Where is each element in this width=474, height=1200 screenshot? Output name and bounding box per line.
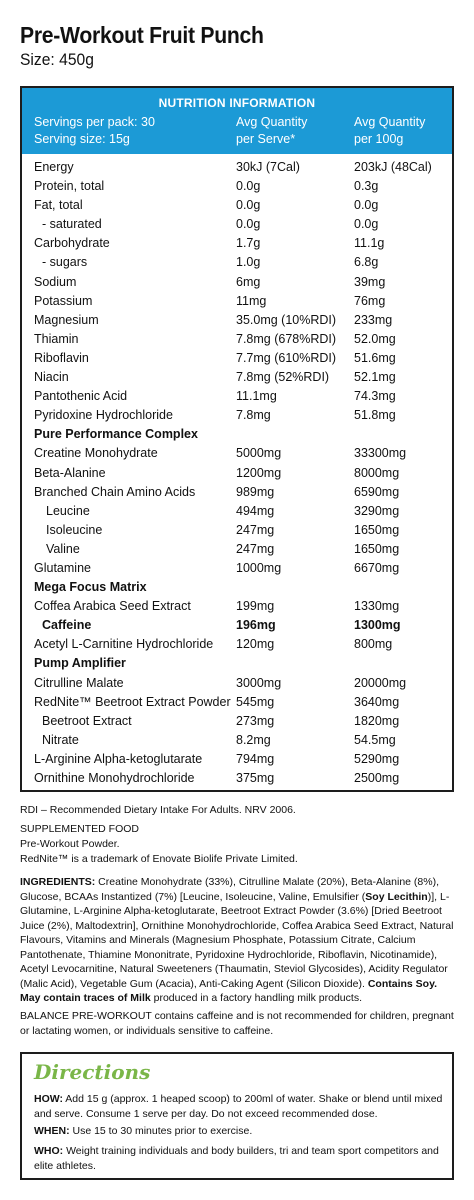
directions-box [20, 1052, 454, 1180]
servings-per-pack: Servings per pack: 30 [34, 115, 155, 129]
nutrient-name: Sodium [34, 274, 77, 289]
nutrient-per-serve: 120mg [236, 637, 275, 652]
nutrient-per-100g: 233mg [354, 312, 393, 327]
nutrient-per-serve: 375mg [236, 771, 275, 785]
nutrient-name: Pantothenic Acid [34, 389, 128, 404]
nutrient-per-100g: 52.0mg [354, 331, 396, 346]
ingredients-soy: Soy Lecithin [365, 890, 428, 903]
nutrient-per-100g: 0.0g [354, 217, 379, 232]
nutrient-row [22, 273, 452, 292]
nutrient-name: Citrulline Malate [34, 675, 124, 690]
nutrient-per-serve: 30kJ (7Cal) [236, 160, 300, 174]
nutrient-per-serve: 989mg [236, 484, 275, 499]
nutrient-row [22, 712, 452, 731]
nutrient-per-100g: 2500mg [354, 771, 400, 785]
nutrient-name: L-Arginine Alpha-ketoglutarate [34, 751, 203, 766]
nutrient-row [22, 521, 452, 540]
nutrient-name: Leucine [46, 503, 90, 518]
section-heading [22, 425, 452, 444]
supplemented-food: SUPPLEMENTED FOOD [20, 823, 140, 835]
section-heading [22, 578, 452, 597]
ingredients-text-a: Creatine Monohydrate (33%), Citrulline Malate (20%), Beta-Alanine (8%), Glucose, BCAAs Instantized (7%) [Leucine, Isoleucine, Valine, Emulsifier ( [20, 876, 440, 903]
nutrient-row [22, 483, 452, 502]
nutrient-row [22, 196, 452, 215]
nutrient-per-serve: 196mg [236, 618, 276, 633]
nutrient-per-100g: 1820mg [354, 713, 400, 728]
nutrient-per-serve: 8.2mg [236, 732, 271, 747]
nutrient-per-serve: 247mg [236, 541, 275, 556]
nutrient-name: Energy [34, 160, 74, 174]
nutrient-row [22, 387, 452, 406]
ingredients-label: INGREDIENTS: [20, 876, 96, 888]
nutrient-per-serve: 7.7mg (610%RDI) [236, 350, 337, 365]
ingredients-text-b: )], L-Glutamine, L-Arginine Alpha-ketoglutarate, Beetroot Extract Powder (3.6%) [Dried Beetroot Juice (2%), Maltodextrin], Ornithine Monohydrochloride, Coffea Arabica Seed Extract, Natural Flavours, Vitamins and Minerals (Magnesium Phosphate, Potassium Citrate, Calcium Pantothenate, Thiamine Mononitrate, Pyridoxine Hydrochloride, Riboflavin, Nicotinamide), Acetyl Levocarnitine, Natural Sweeteners (Thaumatin, Steviol Glycosides), Acidity Regulator (Malic Acid), Vegetable Gum (Acacia), Anti-Caking Agent (Silicon Dioxide). [20, 890, 454, 990]
nutrient-row [22, 731, 452, 750]
nutrient-per-100g: 39mg [354, 274, 386, 289]
nutrient-row [22, 635, 452, 654]
trademark-note: RedNite™ is a trademark of Enovate Biolife Private Limited. [20, 853, 298, 865]
nutrient-per-100g: 3640mg [354, 694, 400, 709]
nutrient-per-serve: 11mg [236, 293, 267, 308]
nutrient-per-100g: 0.0g [354, 198, 379, 213]
nutrient-per-serve: 7.8mg [236, 408, 271, 423]
nutrient-name: Beetroot Extract [42, 713, 132, 728]
nutrient-name: Magnesium [34, 312, 99, 327]
nutrient-name: Coffea Arabica Seed Extract [34, 599, 191, 614]
nutrient-per-serve: 794mg [236, 751, 275, 766]
who-label: WHO: [34, 1145, 64, 1157]
nutrient-row [22, 253, 452, 272]
how-text: Add 15 g (approx. 1 heaped scoop) to 200ml of water. Shake or blend until mixed and serve. Consume 1 serve per day. Do not exceed recommended dose. [34, 1093, 443, 1120]
nutrient-per-serve: 0.0g [236, 217, 261, 232]
nutrient-row [22, 177, 452, 196]
nutrient-per-100g: 3290mg [354, 503, 400, 518]
nutrient-per-100g: 52.1mg [354, 370, 396, 385]
nutrient-per-100g: 74.3mg [354, 389, 396, 404]
col-100g-line2: per 100g [354, 132, 404, 146]
nutrient-row [22, 349, 452, 368]
nutrient-per-serve: 5000mg [236, 446, 282, 461]
nutrient-name: Isoleucine [46, 522, 103, 537]
nutrient-name: - sugars [42, 255, 88, 270]
directions-title: Directions [34, 1060, 151, 1084]
nutrient-per-100g: 203kJ (48Cal) [354, 160, 432, 174]
nutrient-per-100g: 1650mg [354, 522, 400, 537]
nutrient-per-serve: 7.8mg (52%RDI) [236, 370, 330, 385]
nutrient-name: Pyridoxine Hydrochloride [34, 408, 173, 423]
nutrient-per-100g: 1300mg [354, 618, 401, 633]
nutrient-per-serve: 273mg [236, 713, 275, 728]
nutrient-per-100g: 800mg [354, 637, 393, 652]
nutrient-name: - saturated [42, 217, 102, 232]
nutrient-row [22, 158, 452, 177]
who-text: Weight training individuals and body builders, tri and team sport competitors and elite athletes. [34, 1145, 439, 1172]
directions-when [34, 1124, 444, 1139]
powder-note: Pre-Workout Powder. [20, 838, 120, 850]
nutrient-name: Fat, total [34, 198, 83, 213]
nutrient-row [22, 368, 452, 387]
nutrient-per-serve: 1.7g [236, 236, 261, 251]
nutrient-row [22, 330, 452, 349]
nutrient-per-100g: 54.5mg [354, 732, 396, 747]
nutrient-per-100g: 51.8mg [354, 408, 396, 423]
nutrient-row [22, 406, 452, 425]
nutrient-row [22, 769, 452, 788]
nutrient-name: Beta-Alanine [34, 465, 106, 480]
nutrient-per-100g: 0.3g [354, 179, 379, 194]
section-heading [22, 654, 452, 673]
nutrient-per-serve: 0.0g [236, 198, 261, 213]
nutrient-name: Riboflavin [34, 350, 89, 365]
nutrient-per-100g: 8000mg [354, 465, 400, 480]
nutrient-per-serve: 0.0g [236, 179, 261, 194]
nutrient-per-100g: 6.8g [354, 255, 379, 270]
nutrient-row [22, 292, 452, 311]
nutrient-per-100g: 51.6mg [354, 350, 396, 365]
nutrient-row [22, 444, 452, 463]
nutrient-row [22, 464, 452, 483]
directions-who [34, 1144, 444, 1174]
when-text: Use 15 to 30 minutes prior to exercise. [69, 1125, 253, 1137]
nutrient-per-100g: 6670mg [354, 560, 400, 575]
nutrient-name: Carbohydrate [34, 236, 110, 251]
nutrient-name: Niacin [34, 370, 69, 385]
nutrient-name: Thiamin [34, 331, 79, 346]
nutrient-per-serve: 247mg [236, 522, 275, 537]
nutrient-name: Branched Chain Amino Acids [34, 484, 196, 499]
nutrient-name: Creatine Monohydrate [34, 446, 158, 461]
nutrient-row [22, 616, 452, 635]
nutrient-row [22, 750, 452, 769]
nutrient-row [22, 311, 452, 330]
nutrient-per-serve: 6mg [236, 274, 261, 289]
nutrient-row [22, 597, 452, 616]
nutrient-per-100g: 20000mg [354, 675, 407, 690]
nutrient-per-serve: 1200mg [236, 465, 282, 480]
nutrient-name: Mega Focus Matrix [34, 580, 147, 595]
ingredients-text-c: produced in a factory handling milk products. [150, 992, 362, 1004]
nutrient-name: Acetyl L-Carnitine Hydrochloride [34, 637, 214, 652]
nutrient-row [22, 674, 452, 693]
nutrient-name: Valine [46, 541, 80, 556]
nutrient-per-100g: 33300mg [354, 446, 407, 461]
col-serve-line1: Avg Quantity [236, 115, 308, 129]
nutrient-name: Pure Performance Complex [34, 427, 198, 442]
col-100g-line1: Avg Quantity [354, 115, 426, 129]
nutrient-name: Caffeine [42, 618, 92, 633]
nutrient-row [22, 693, 452, 712]
rdi-note: RDI – Recommended Dietary Intake For Adults. NRV 2006. [20, 804, 296, 816]
nutrition-panel-header [22, 88, 452, 154]
nutrient-per-100g: 5290mg [354, 751, 400, 766]
nutrient-row [22, 234, 452, 253]
nutrient-per-100g: 1330mg [354, 599, 400, 614]
nutrient-per-100g: 11.1g [354, 236, 385, 251]
nutrition-rows [22, 158, 452, 788]
nutrient-name: Nitrate [42, 732, 79, 747]
nutrient-per-serve: 35.0mg (10%RDI) [236, 312, 337, 327]
product-title: Pre-Workout Fruit Punch [20, 22, 264, 48]
nutrient-name: Ornithine Monohydrochloride [34, 771, 195, 785]
nutrient-per-serve: 1000mg [236, 560, 282, 575]
nutrient-row [22, 540, 452, 559]
nutrient-name: Glutamine [34, 560, 91, 575]
directions-how [34, 1092, 444, 1122]
ingredients-contains: Contains Soy. May contain traces of Milk [20, 977, 438, 1004]
nutrient-row [22, 559, 452, 578]
caffeine-warning: BALANCE PRE-WORKOUT contains caffeine and is not recommended for children, pregnant or lactating women, or individuals sensitive to caffeine. [20, 1010, 454, 1037]
nutrient-per-serve: 1.0g [236, 255, 261, 270]
nutrient-per-serve: 199mg [236, 599, 275, 614]
nutrient-row [22, 215, 452, 234]
col-serve-line2: per Serve* [236, 132, 296, 146]
nutrient-per-serve: 3000mg [236, 675, 282, 690]
nutrition-panel [20, 86, 454, 792]
nutrient-per-serve: 11.1mg [236, 389, 277, 404]
nutrient-per-100g: 6590mg [354, 484, 400, 499]
nutrition-heading: NUTRITION INFORMATION [158, 96, 316, 110]
nutrient-per-serve: 7.8mg (678%RDI) [236, 331, 337, 346]
nutrient-name: Protein, total [34, 179, 105, 194]
ingredients-block [20, 875, 456, 1006]
product-size: Size: 450g [20, 50, 94, 69]
nutrient-per-100g: 1650mg [354, 541, 400, 556]
nutrient-name: Pump Amplifier [34, 656, 126, 671]
nutrient-name: RedNite™ Beetroot Extract Powder [34, 694, 231, 709]
how-label: HOW: [34, 1093, 63, 1105]
nutrient-per-serve: 494mg [236, 503, 275, 518]
nutrient-name: Potassium [34, 293, 93, 308]
when-label: WHEN: [34, 1125, 70, 1137]
nutrient-per-serve: 545mg [236, 694, 275, 709]
nutrient-per-100g: 76mg [354, 293, 386, 308]
nutrient-row [22, 502, 452, 521]
serving-size: Serving size: 15g [34, 132, 130, 146]
